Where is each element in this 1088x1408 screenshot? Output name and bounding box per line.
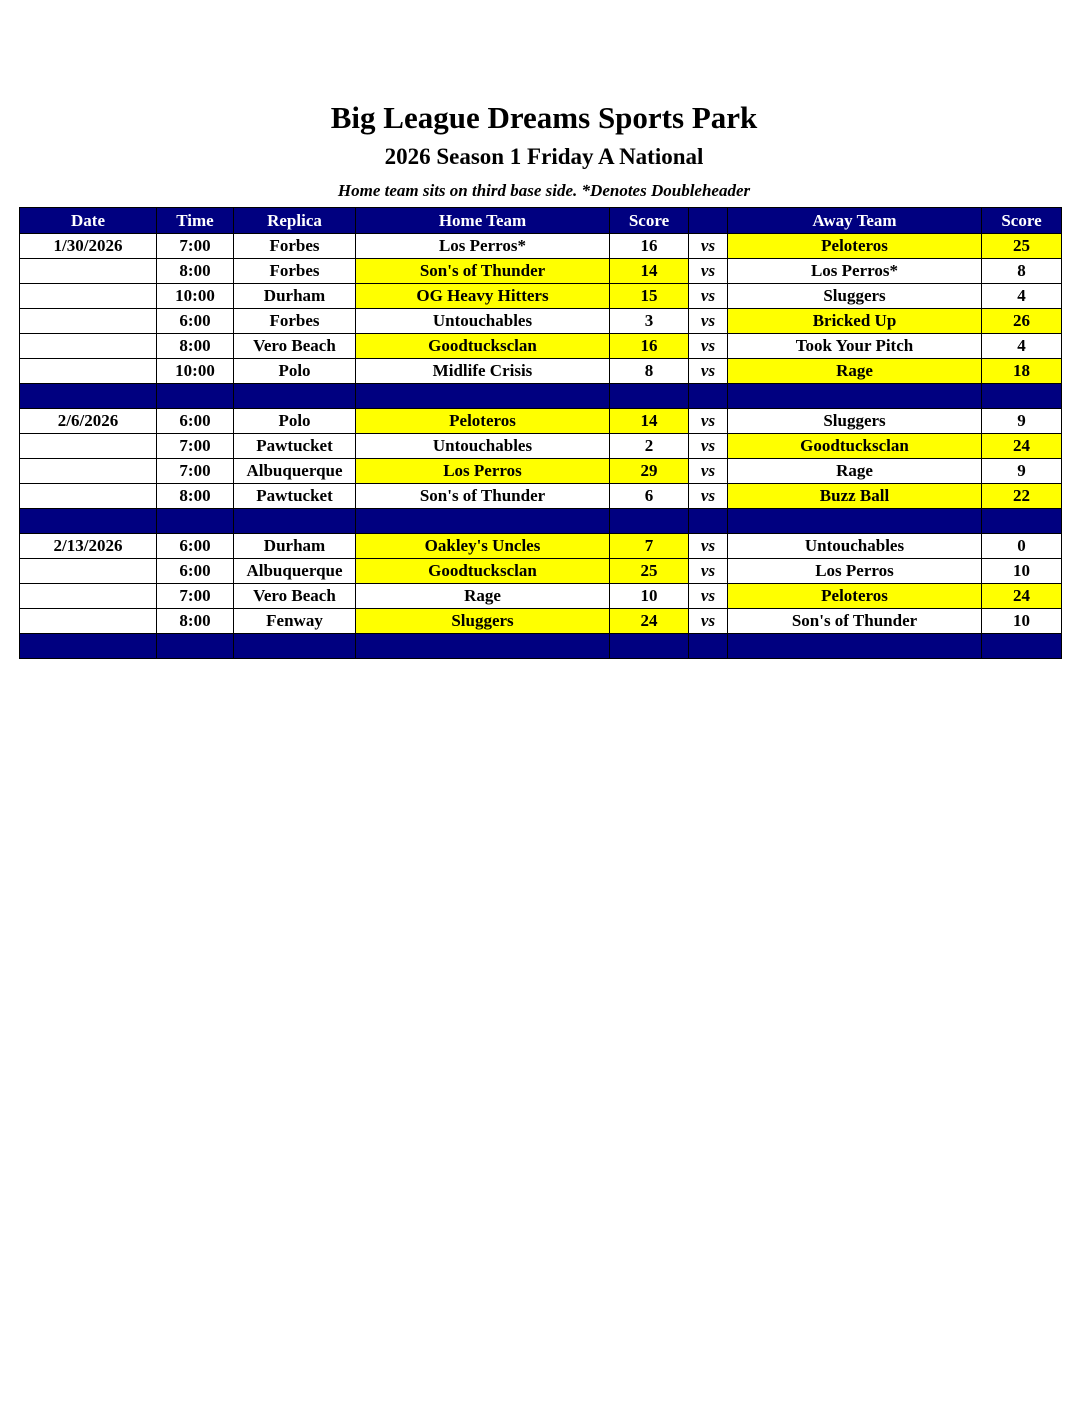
- vs-label: vs: [689, 534, 728, 559]
- schedule-table: [19, 207, 1062, 659]
- game-time: 7:00: [157, 434, 234, 459]
- separator-cell: [982, 634, 1062, 659]
- separator-cell: [356, 384, 610, 409]
- home-team: Sluggers: [356, 609, 610, 634]
- game-row: [20, 259, 1062, 284]
- game-time: 10:00: [157, 284, 234, 309]
- vs-label: vs: [689, 609, 728, 634]
- replica-field: Durham: [234, 284, 356, 309]
- separator-cell: [610, 634, 689, 659]
- game-date: [20, 459, 157, 484]
- vs-label: vs: [689, 434, 728, 459]
- game-date: [20, 309, 157, 334]
- game-date: [20, 584, 157, 609]
- game-date: 2/6/2026: [20, 409, 157, 434]
- replica-field: Vero Beach: [234, 334, 356, 359]
- game-row: [20, 234, 1062, 259]
- col-date-header: Date: [20, 208, 157, 234]
- separator-cell: [157, 634, 234, 659]
- replica-field: Vero Beach: [234, 584, 356, 609]
- home-team: Goodtucksclan: [356, 334, 610, 359]
- vs-label: vs: [689, 459, 728, 484]
- game-date: [20, 259, 157, 284]
- away-score: 24: [982, 584, 1062, 609]
- replica-field: Forbes: [234, 234, 356, 259]
- game-time: 7:00: [157, 234, 234, 259]
- separator-cell: [20, 634, 157, 659]
- home-score: 16: [610, 234, 689, 259]
- replica-field: Durham: [234, 534, 356, 559]
- vs-label: vs: [689, 359, 728, 384]
- away-team: Untouchables: [728, 534, 982, 559]
- home-team: OG Heavy Hitters: [356, 284, 610, 309]
- home-score: 6: [610, 484, 689, 509]
- game-time: 6:00: [157, 534, 234, 559]
- separator-cell: [982, 509, 1062, 534]
- away-team: Son's of Thunder: [728, 609, 982, 634]
- home-score: 14: [610, 409, 689, 434]
- away-team: Peloteros: [728, 234, 982, 259]
- game-row: [20, 484, 1062, 509]
- col-home-team-header: Home Team: [356, 208, 610, 234]
- separator-cell: [234, 634, 356, 659]
- home-team: Son's of Thunder: [356, 484, 610, 509]
- home-team: Rage: [356, 584, 610, 609]
- col-replica-header: Replica: [234, 208, 356, 234]
- away-score: 9: [982, 409, 1062, 434]
- game-row: [20, 359, 1062, 384]
- away-team: Los Perros*: [728, 259, 982, 284]
- game-row: [20, 534, 1062, 559]
- game-time: 6:00: [157, 309, 234, 334]
- away-score: 4: [982, 284, 1062, 309]
- home-team: Untouchables: [356, 309, 610, 334]
- schedule-body: [20, 234, 1062, 659]
- replica-field: Forbes: [234, 309, 356, 334]
- date-separator-row: [20, 384, 1062, 409]
- replica-field: Albuquerque: [234, 459, 356, 484]
- col-away-score-header: Score: [982, 208, 1062, 234]
- vs-label: vs: [689, 409, 728, 434]
- col-away-team-header: Away Team: [728, 208, 982, 234]
- game-date: [20, 284, 157, 309]
- away-score: 8: [982, 259, 1062, 284]
- away-score: 18: [982, 359, 1062, 384]
- game-date: [20, 334, 157, 359]
- game-time: 8:00: [157, 259, 234, 284]
- away-score: 24: [982, 434, 1062, 459]
- home-team: Los Perros*: [356, 234, 610, 259]
- replica-field: Forbes: [234, 259, 356, 284]
- home-score: 29: [610, 459, 689, 484]
- game-row: [20, 609, 1062, 634]
- game-date: [20, 359, 157, 384]
- away-team: Goodtucksclan: [728, 434, 982, 459]
- header-row: [20, 208, 1062, 234]
- replica-field: Pawtucket: [234, 434, 356, 459]
- game-time: 8:00: [157, 484, 234, 509]
- separator-cell: [728, 509, 982, 534]
- home-score: 2: [610, 434, 689, 459]
- away-score: 9: [982, 459, 1062, 484]
- page-title: Big League Dreams Sports Park: [330, 100, 758, 135]
- separator-cell: [610, 384, 689, 409]
- home-team: Midlife Crisis: [356, 359, 610, 384]
- home-score: 15: [610, 284, 689, 309]
- away-score: 4: [982, 334, 1062, 359]
- home-score: 25: [610, 559, 689, 584]
- home-score: 10: [610, 584, 689, 609]
- away-score: 10: [982, 609, 1062, 634]
- home-score: 24: [610, 609, 689, 634]
- home-team: Oakley's Uncles: [356, 534, 610, 559]
- game-row: [20, 584, 1062, 609]
- game-date: 1/30/2026: [20, 234, 157, 259]
- game-row: [20, 334, 1062, 359]
- game-row: [20, 559, 1062, 584]
- vs-label: vs: [689, 559, 728, 584]
- home-team: Untouchables: [356, 434, 610, 459]
- separator-cell: [356, 509, 610, 534]
- doubleheader-note: Home team sits on third base side. *Denotes Doubleheader: [337, 181, 751, 200]
- separator-cell: [728, 634, 982, 659]
- vs-label: vs: [689, 334, 728, 359]
- separator-cell: [234, 384, 356, 409]
- separator-cell: [157, 509, 234, 534]
- home-score: 7: [610, 534, 689, 559]
- replica-field: Polo: [234, 359, 356, 384]
- separator-cell: [610, 509, 689, 534]
- away-team: Took Your Pitch: [728, 334, 982, 359]
- replica-field: Fenway: [234, 609, 356, 634]
- col-home-score-header: Score: [610, 208, 689, 234]
- replica-field: Polo: [234, 409, 356, 434]
- home-team: Peloteros: [356, 409, 610, 434]
- away-score: 10: [982, 559, 1062, 584]
- away-score: 22: [982, 484, 1062, 509]
- separator-cell: [20, 509, 157, 534]
- game-date: [20, 434, 157, 459]
- game-row: [20, 409, 1062, 434]
- home-score: 14: [610, 259, 689, 284]
- game-time: 7:00: [157, 459, 234, 484]
- game-row: [20, 284, 1062, 309]
- separator-cell: [728, 384, 982, 409]
- separator-cell: [982, 384, 1062, 409]
- home-team: Son's of Thunder: [356, 259, 610, 284]
- game-row: [20, 459, 1062, 484]
- away-score: 0: [982, 534, 1062, 559]
- replica-field: Albuquerque: [234, 559, 356, 584]
- vs-label: vs: [689, 484, 728, 509]
- away-score: 25: [982, 234, 1062, 259]
- vs-label: vs: [689, 309, 728, 334]
- home-score: 8: [610, 359, 689, 384]
- separator-cell: [689, 634, 728, 659]
- game-time: 7:00: [157, 584, 234, 609]
- away-team: Buzz Ball: [728, 484, 982, 509]
- home-team: Goodtucksclan: [356, 559, 610, 584]
- away-team: Sluggers: [728, 409, 982, 434]
- separator-cell: [234, 509, 356, 534]
- separator-cell: [356, 634, 610, 659]
- date-separator-row: [20, 634, 1062, 659]
- away-team: Rage: [728, 359, 982, 384]
- vs-label: vs: [689, 259, 728, 284]
- game-time: 8:00: [157, 609, 234, 634]
- away-team: Sluggers: [728, 284, 982, 309]
- game-date: 2/13/2026: [20, 534, 157, 559]
- vs-label: vs: [689, 234, 728, 259]
- page-subtitle: 2026 Season 1 Friday A National: [384, 144, 704, 169]
- away-team: Los Perros: [728, 559, 982, 584]
- game-row: [20, 434, 1062, 459]
- game-row: [20, 309, 1062, 334]
- game-date: [20, 559, 157, 584]
- game-time: 6:00: [157, 559, 234, 584]
- away-team: Bricked Up: [728, 309, 982, 334]
- separator-cell: [157, 384, 234, 409]
- game-time: 8:00: [157, 334, 234, 359]
- away-score: 26: [982, 309, 1062, 334]
- away-team: Rage: [728, 459, 982, 484]
- home-team: Los Perros: [356, 459, 610, 484]
- col-time-header: Time: [157, 208, 234, 234]
- game-date: [20, 484, 157, 509]
- col-vs-header: [689, 208, 728, 234]
- away-team: Peloteros: [728, 584, 982, 609]
- game-time: 6:00: [157, 409, 234, 434]
- home-score: 16: [610, 334, 689, 359]
- vs-label: vs: [689, 584, 728, 609]
- vs-label: vs: [689, 284, 728, 309]
- separator-cell: [689, 384, 728, 409]
- separator-cell: [20, 384, 157, 409]
- replica-field: Pawtucket: [234, 484, 356, 509]
- game-time: 10:00: [157, 359, 234, 384]
- date-separator-row: [20, 509, 1062, 534]
- separator-cell: [689, 509, 728, 534]
- home-score: 3: [610, 309, 689, 334]
- game-date: [20, 609, 157, 634]
